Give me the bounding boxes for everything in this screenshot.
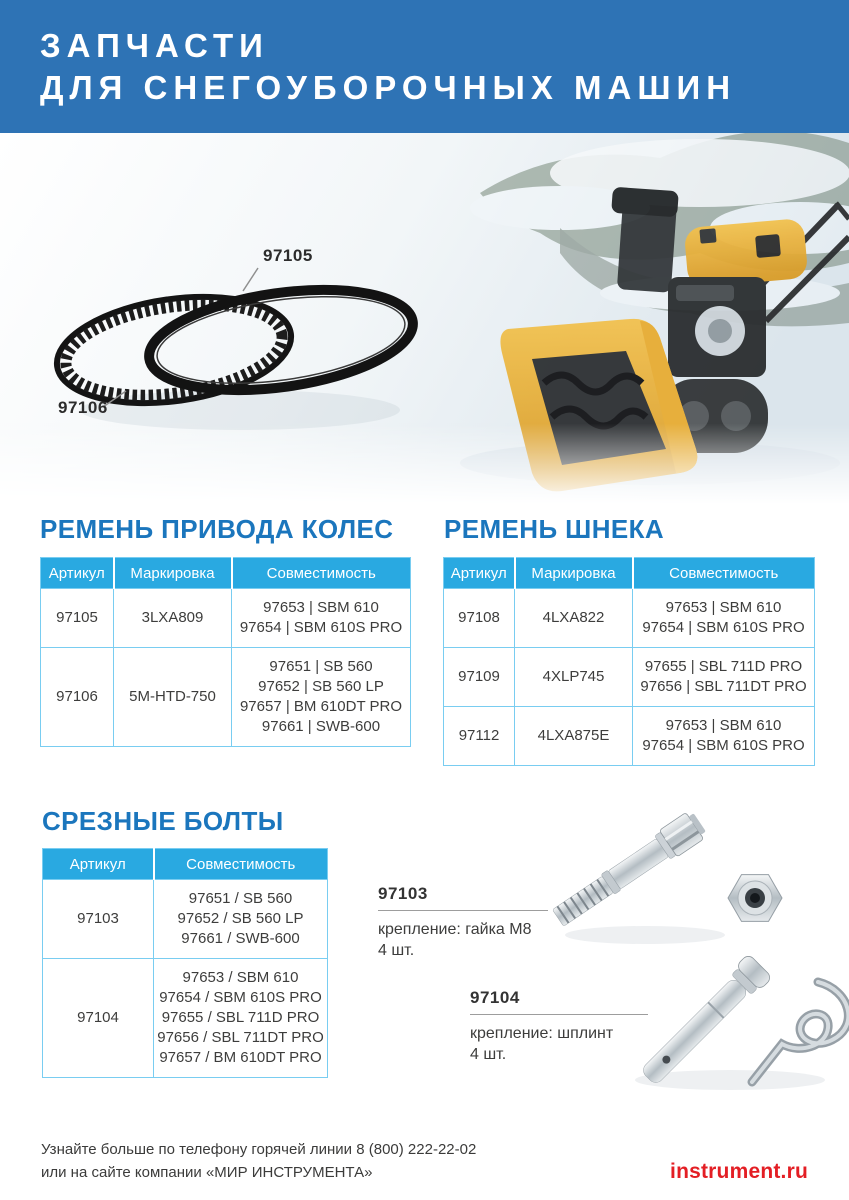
column-header-marking: Маркировка — [515, 558, 633, 589]
cell-marking: 5M-HTD-750 — [114, 648, 232, 747]
compat-line: 97654 | SBM 610S PRO — [642, 737, 805, 754]
compat-line: 97652 / SB 560 LP — [177, 910, 304, 927]
cell-sku: 97108 — [444, 589, 515, 648]
table-row — [43, 880, 328, 959]
compat-line: 97653 | SBM 610 — [263, 599, 379, 616]
cotter-pin-photo — [752, 982, 848, 1082]
belt-label-97106: 97106 — [58, 398, 108, 417]
section-title-wheel-drive-belt: РЕМЕНЬ ПРИВОДА КОЛЕС — [40, 514, 394, 544]
column-header-compatibility: Совместимость — [232, 558, 411, 589]
bolt-fastening-info: крепление: шплинт — [470, 1025, 614, 1042]
table-header-row — [43, 849, 328, 880]
bolt-fastening-info: крепление: гайка М8 — [378, 921, 532, 938]
compat-line: 97661 | SWB-600 — [261, 718, 381, 735]
cell-sku: 97103 — [43, 880, 154, 959]
table-header-row — [41, 558, 411, 589]
compat-line: 97652 | SB 560 LP — [258, 678, 384, 695]
bolt-callout-97104 — [470, 988, 648, 1065]
page-title-line2: ДЛЯ СНЕГОУБОРОЧНЫХ МАШИН — [40, 69, 737, 106]
cell-compat — [154, 880, 328, 959]
header-banner — [0, 0, 849, 133]
compat-line: 97653 | SBM 610 — [665, 717, 782, 734]
cell-marking: 3LXA809 — [114, 589, 232, 648]
footer-info — [41, 1138, 476, 1184]
compat-line: 97655 / SBL 711D PRO — [161, 1009, 320, 1026]
column-header-sku: Артикул — [41, 558, 114, 589]
cell-sku: 97104 — [43, 959, 154, 1078]
cell-marking: 4LXA822 — [515, 589, 633, 648]
cell-compat — [154, 959, 328, 1078]
column-header-marking: Маркировка — [114, 558, 232, 589]
bolt-quantity: 4 шт. — [470, 1046, 507, 1063]
page-title-line1: ЗАПЧАСТИ — [40, 27, 269, 64]
column-header-sku: Артикул — [444, 558, 515, 589]
bolt-quantity: 4 шт. — [378, 942, 415, 959]
compat-line: 97657 | BM 610DT PRO — [239, 698, 403, 715]
cell-compat — [232, 589, 411, 648]
column-header-compatibility: Совместимость — [154, 849, 328, 880]
cell-sku: 97106 — [41, 648, 114, 747]
compat-line: 97657 / BM 610DT PRO — [159, 1049, 322, 1066]
leader-line — [470, 1014, 648, 1015]
auger-belt-table — [443, 557, 814, 766]
compat-line: 97655 | SBL 711D PRO — [644, 658, 803, 675]
page-title — [40, 25, 736, 109]
footer-site-link[interactable]: instrument.ru — [670, 1160, 808, 1183]
lock-nut-m8-photo — [728, 875, 782, 922]
table-row — [444, 707, 815, 766]
compat-line: 97654 | SBM 610S PRO — [239, 619, 403, 636]
bolt-part-number: 97103 — [378, 884, 428, 903]
cell-compat — [232, 648, 411, 747]
section-title-auger-belt: РЕМЕНЬ ШНЕКА — [444, 514, 665, 544]
cell-compat — [633, 589, 815, 648]
footer-company: или на сайте компании «МИР ИНСТРУМЕНТА» — [41, 1164, 373, 1181]
wheel-drive-belt-table — [40, 557, 410, 747]
compat-line: 97661 / SWB-600 — [181, 930, 300, 947]
cell-marking: 4LXA875E — [515, 707, 633, 766]
compat-line: 97656 / SBL 711DT PRO — [157, 1029, 324, 1046]
bolt-callout-97103 — [378, 884, 548, 961]
cell-marking: 4XLP745 — [515, 648, 633, 707]
compat-line: 97653 / SBM 610 — [182, 969, 299, 986]
compat-line: 97651 | SB 560 — [269, 658, 373, 675]
compat-line: 97654 | SBM 610S PRO — [642, 619, 805, 636]
cell-compat — [633, 648, 815, 707]
shear-bolts-table — [42, 848, 327, 1078]
compat-line: 97654 / SBM 610S PRO — [159, 989, 322, 1006]
section-title-shear-bolts: СРЕЗНЫЕ БОЛТЫ — [42, 806, 284, 836]
table-row — [41, 648, 411, 747]
column-header-compatibility: Совместимость — [633, 558, 815, 589]
table-row — [41, 589, 411, 648]
bolt-part-number: 97104 — [470, 988, 520, 1007]
table-header-row — [444, 558, 815, 589]
snow-scene-photo — [0, 133, 849, 505]
cell-sku: 97109 — [444, 648, 515, 707]
table-row — [444, 648, 815, 707]
table-row — [43, 959, 328, 1078]
table-row — [444, 589, 815, 648]
footer-hotline: Узнайте больше по телефону горячей линии 8 (800) 222-22-02 — [41, 1141, 477, 1158]
column-header-sku: Артикул — [43, 849, 154, 880]
leader-line — [378, 910, 548, 911]
pin-bolt-97104-photo — [636, 954, 772, 1090]
cell-sku: 97112 — [444, 707, 515, 766]
shear-bolt-97103-photo — [549, 809, 709, 931]
compat-line: 97656 | SBL 711DT PRO — [640, 678, 807, 695]
cell-sku: 97105 — [41, 589, 114, 648]
compat-line: 97653 | SBM 610 — [665, 599, 782, 616]
compat-line: 97651 / SB 560 — [188, 890, 293, 907]
belt-label-97105: 97105 — [263, 246, 313, 265]
cell-compat — [633, 707, 815, 766]
